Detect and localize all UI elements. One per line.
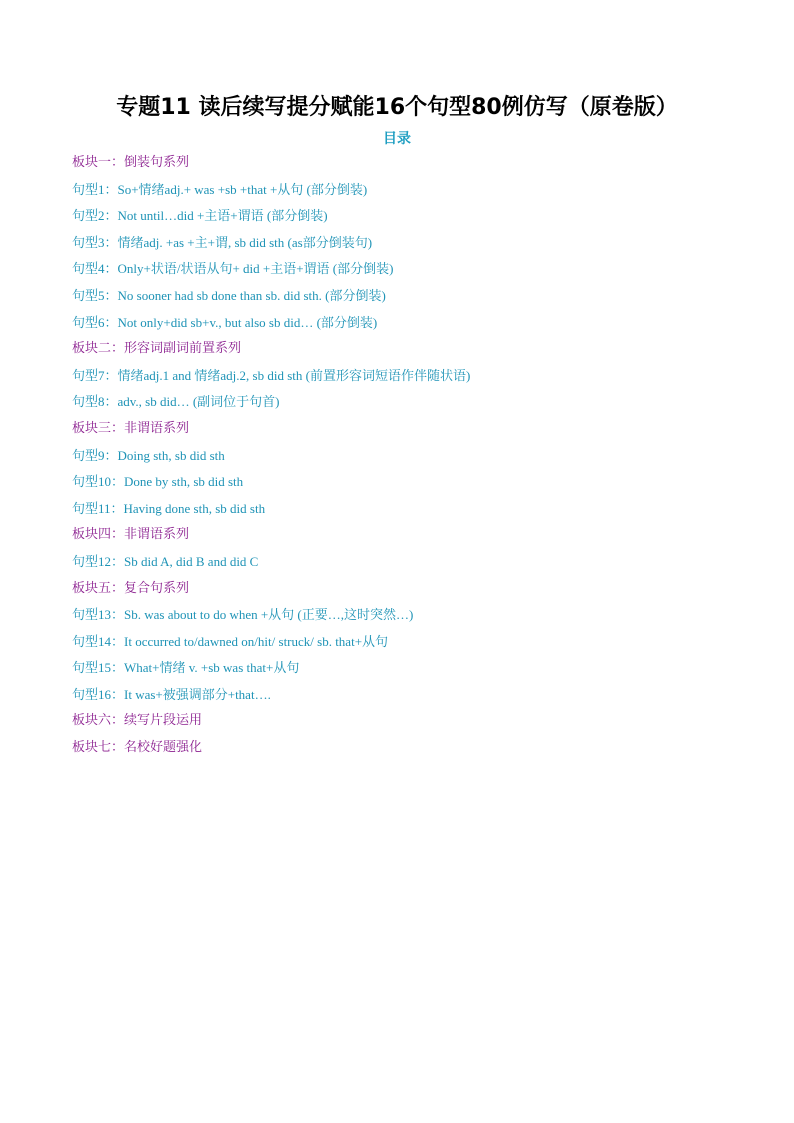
toc-pattern-link[interactable]: 句型9：Doing sth, sb did sth bbox=[72, 447, 225, 463]
toc-section-link[interactable]: 板块一：倒装句系列 bbox=[72, 155, 190, 170]
toc-section-entry[interactable] bbox=[72, 338, 752, 365]
toc-section-entry[interactable] bbox=[72, 737, 752, 764]
toc-section-entry[interactable] bbox=[72, 524, 752, 551]
toc-pattern-entry[interactable] bbox=[72, 471, 752, 498]
toc-section-link[interactable]: 板块六：续写片段运用 bbox=[72, 713, 203, 729]
toc-section-link[interactable]: 板块四：非谓语系列 bbox=[72, 527, 190, 543]
toc-pattern-entry[interactable] bbox=[72, 631, 752, 658]
toc-pattern-link[interactable]: 句型1：So+情绪adj.+ was +sb +that +从句 (部分倒装) bbox=[72, 181, 368, 197]
toc-pattern-entry[interactable] bbox=[72, 551, 752, 578]
toc-pattern-entry[interactable] bbox=[72, 312, 752, 339]
toc-pattern-entry[interactable] bbox=[72, 498, 752, 525]
toc-pattern-entry[interactable] bbox=[72, 445, 752, 472]
toc-pattern-link[interactable]: 句型16：It was+被强调部分+that…. bbox=[72, 686, 271, 702]
toc-pattern-link[interactable]: 句型8：adv., sb did… (副词位于句首) bbox=[72, 394, 280, 410]
toc-pattern-link[interactable]: 句型2：Not until…did +主语+谓语 (部分倒装) bbox=[72, 208, 328, 224]
toc-section-link[interactable]: 板块二：形容词副词前置系列 bbox=[72, 341, 242, 357]
toc-pattern-link[interactable]: 句型6：Not only+did sb+v., but also sb did… (部分倒装) bbox=[72, 314, 378, 330]
toc-pattern-link[interactable]: 句型15：What+情绪 v. +sb was that+从句 bbox=[72, 660, 300, 676]
toc-pattern-link[interactable]: 句型12：Sb did A, did B and did C bbox=[72, 553, 259, 569]
toc-section-entry[interactable] bbox=[72, 710, 752, 737]
toc-section-link[interactable]: 板块五：复合句系列 bbox=[72, 580, 190, 596]
toc-pattern-entry[interactable] bbox=[72, 391, 752, 418]
toc-pattern-entry[interactable] bbox=[72, 232, 752, 259]
document-title: 专题11 读后续写提分赋能16个句型80例仿写（原卷版） bbox=[116, 95, 678, 120]
toc-pattern-link[interactable]: 句型13：Sb. was about to do when +从句 (正要…,这时突然…) bbox=[72, 607, 414, 623]
toc-pattern-link[interactable]: 句型4：Only+状语/状语从句+ did +主语+谓语 (部分倒装) bbox=[72, 261, 394, 277]
toc-section-entry[interactable] bbox=[72, 578, 752, 605]
toc-pattern-entry[interactable] bbox=[72, 179, 752, 206]
toc-section-entry[interactable] bbox=[72, 418, 752, 445]
toc-pattern-entry[interactable] bbox=[72, 365, 752, 392]
toc-pattern-entry[interactable] bbox=[72, 604, 752, 631]
toc-pattern-link[interactable]: 句型5：No sooner had sb done than sb. did sth. (部分倒装) bbox=[72, 287, 386, 303]
toc-pattern-link[interactable]: 句型3：情绪adj. +as +主+谓, sb did sth (as部分倒装句) bbox=[72, 234, 373, 250]
toc-pattern-entry[interactable] bbox=[72, 657, 752, 684]
toc-pattern-entry[interactable] bbox=[72, 205, 752, 232]
toc-heading: 目录 bbox=[383, 131, 411, 147]
toc-section-entry[interactable] bbox=[72, 152, 752, 179]
toc-section-link[interactable]: 板块七：名校好题强化 bbox=[72, 740, 203, 756]
toc-pattern-entry[interactable] bbox=[72, 684, 752, 711]
toc-pattern-entry[interactable] bbox=[72, 258, 752, 285]
toc-section-link[interactable]: 板块三：非谓语系列 bbox=[72, 420, 190, 436]
table-of-contents bbox=[72, 152, 752, 764]
toc-pattern-entry[interactable] bbox=[72, 285, 752, 312]
toc-pattern-link[interactable]: 句型10：Done by sth, sb did sth bbox=[72, 474, 244, 490]
toc-pattern-link[interactable]: 句型11：Having done sth, sb did sth bbox=[72, 500, 266, 516]
toc-pattern-link[interactable]: 句型14：It occurred to/dawned on/hit/ struck/ sb. that+从句 bbox=[72, 633, 389, 649]
toc-pattern-link[interactable]: 句型7：情绪adj.1 and 情绪adj.2, sb did sth (前置形容词短语作伴随状语) bbox=[72, 367, 471, 383]
